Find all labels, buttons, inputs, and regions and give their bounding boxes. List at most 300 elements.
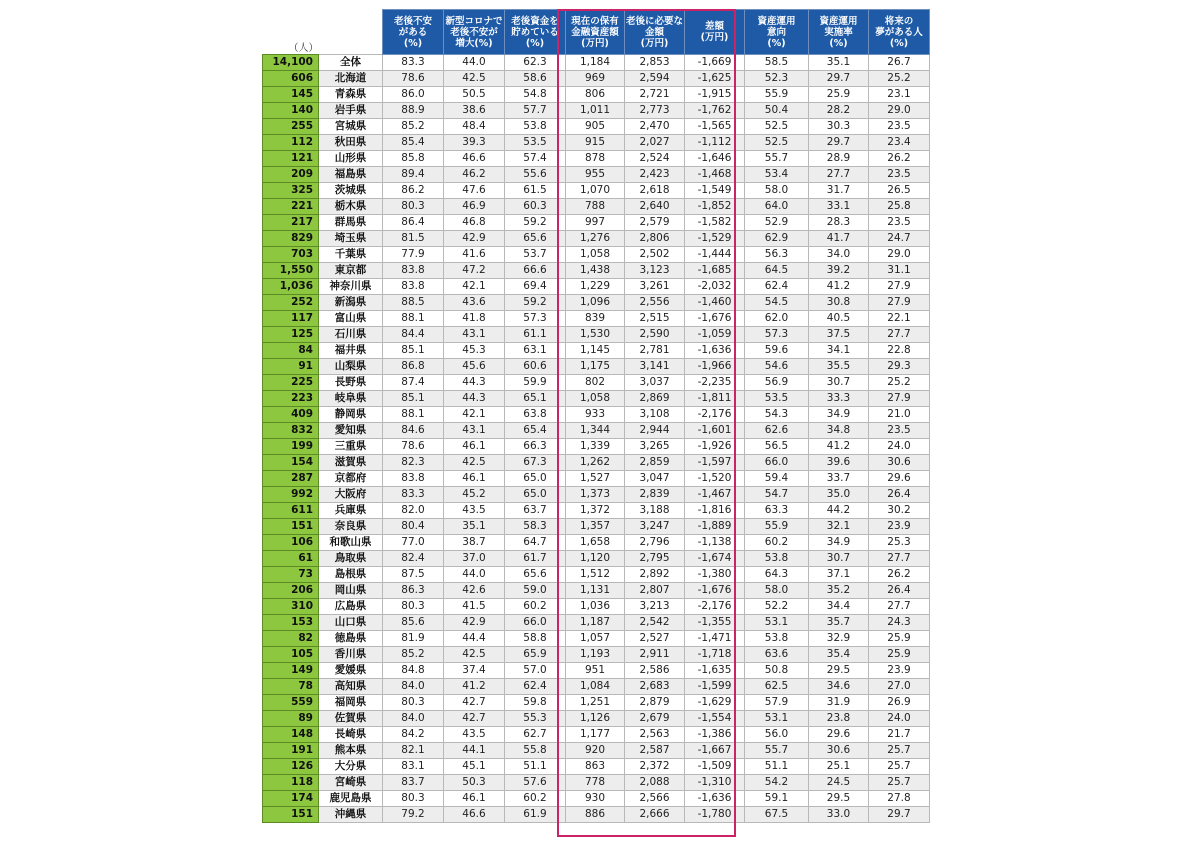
investment-intent-cell: 60.2 [745,535,809,551]
required-amount-cell: 2,679 [625,711,685,727]
difference-cell: -1,685 [685,263,745,279]
sample-size-cell: 287 [263,471,319,487]
covid-anxiety-cell: 42.7 [444,695,505,711]
prefecture-cell: 福島県 [319,167,383,183]
investment-intent-cell: 62.0 [745,311,809,327]
investment-intent-cell: 52.3 [745,71,809,87]
table-row [263,439,930,455]
current-assets-cell: 1,512 [566,567,625,583]
covid-anxiety-cell: 43.6 [444,295,505,311]
saving-cell: 65.0 [505,471,566,487]
sample-size-cell: 125 [263,327,319,343]
required-amount-cell: 2,586 [625,663,685,679]
investment-intent-cell: 55.7 [745,743,809,759]
sample-size-cell: 223 [263,391,319,407]
investment-intent-cell: 53.4 [745,167,809,183]
future-dream-cell: 30.2 [869,503,930,519]
difference-cell: -1,310 [685,775,745,791]
covid-anxiety-cell: 43.1 [444,327,505,343]
covid-anxiety-cell: 46.1 [444,439,505,455]
difference-cell: -1,059 [685,327,745,343]
anxiety-cell: 83.3 [383,55,444,71]
difference-cell: -2,176 [685,599,745,615]
table-row [263,615,930,631]
sample-size-cell: 151 [263,519,319,535]
future-dream-cell: 23.5 [869,215,930,231]
prefecture-cell: 長崎県 [319,727,383,743]
saving-cell: 51.1 [505,759,566,775]
saving-cell: 66.6 [505,263,566,279]
sample-size-cell: 191 [263,743,319,759]
investment-intent-cell: 50.4 [745,103,809,119]
required-amount-cell: 2,527 [625,631,685,647]
table-row [263,663,930,679]
investment-intent-cell: 52.5 [745,119,809,135]
required-amount-cell: 2,579 [625,215,685,231]
prefecture-cell: 福井県 [319,343,383,359]
required-amount-cell: 3,123 [625,263,685,279]
saving-cell: 61.1 [505,327,566,343]
required-amount-cell: 2,795 [625,551,685,567]
investment-rate-cell: 34.6 [809,679,869,695]
current-assets-cell: 1,658 [566,535,625,551]
sample-size-cell: 217 [263,215,319,231]
covid-anxiety-cell: 46.6 [444,151,505,167]
required-amount-cell: 2,470 [625,119,685,135]
saving-cell: 61.9 [505,807,566,823]
sample-size-cell: 209 [263,167,319,183]
sample-size-cell: 252 [263,295,319,311]
difference-cell: -1,762 [685,103,745,119]
investment-rate-cell: 29.5 [809,791,869,807]
investment-rate-cell: 28.3 [809,215,869,231]
current-assets-cell: 1,145 [566,343,625,359]
anxiety-cell: 83.3 [383,487,444,503]
investment-rate-cell: 30.7 [809,375,869,391]
investment-rate-cell: 30.8 [809,295,869,311]
covid-anxiety-cell: 42.7 [444,711,505,727]
future-dream-cell: 25.2 [869,71,930,87]
investment-rate-cell: 34.9 [809,407,869,423]
prefecture-cell: 愛媛県 [319,663,383,679]
covid-anxiety-cell: 44.0 [444,567,505,583]
required-amount-cell: 3,108 [625,407,685,423]
future-dream-cell: 23.4 [869,135,930,151]
investment-rate-cell: 31.9 [809,695,869,711]
investment-rate-cell: 33.7 [809,471,869,487]
current-assets-cell: 1,177 [566,727,625,743]
header-blank [319,10,383,55]
anxiety-cell: 82.0 [383,503,444,519]
investment-rate-cell: 35.7 [809,615,869,631]
header-saving: 老後資金を 貯めている (%) [505,10,566,55]
table-row [263,759,930,775]
future-dream-cell: 26.5 [869,183,930,199]
future-dream-cell: 24.0 [869,439,930,455]
covid-anxiety-cell: 42.1 [444,279,505,295]
required-amount-cell: 2,587 [625,743,685,759]
required-amount-cell: 2,683 [625,679,685,695]
investment-rate-cell: 41.2 [809,279,869,295]
covid-anxiety-cell: 43.5 [444,503,505,519]
table-row [263,407,930,423]
future-dream-cell: 24.0 [869,711,930,727]
current-assets-cell: 969 [566,71,625,87]
required-amount-cell: 2,640 [625,199,685,215]
investment-rate-cell: 28.2 [809,103,869,119]
anxiety-cell: 87.5 [383,567,444,583]
future-dream-cell: 26.4 [869,487,930,503]
required-amount-cell: 2,515 [625,311,685,327]
required-amount-cell: 2,542 [625,615,685,631]
future-dream-cell: 25.9 [869,631,930,647]
difference-cell: -1,926 [685,439,745,455]
future-dream-cell: 25.9 [869,647,930,663]
current-assets-cell: 1,527 [566,471,625,487]
sample-size-cell: 121 [263,151,319,167]
current-assets-cell: 878 [566,151,625,167]
saving-cell: 63.1 [505,343,566,359]
prefecture-cell: 全体 [319,55,383,71]
saving-cell: 63.7 [505,503,566,519]
anxiety-cell: 85.2 [383,119,444,135]
saving-cell: 65.1 [505,391,566,407]
difference-cell: -1,601 [685,423,745,439]
table-row [263,103,930,119]
investment-intent-cell: 54.5 [745,295,809,311]
current-assets-cell: 802 [566,375,625,391]
investment-rate-cell: 25.9 [809,87,869,103]
anxiety-cell: 88.5 [383,295,444,311]
table-row [263,55,930,71]
covid-anxiety-cell: 50.5 [444,87,505,103]
current-assets-cell: 1,120 [566,551,625,567]
sample-size-cell: 1,036 [263,279,319,295]
investment-rate-cell: 24.5 [809,775,869,791]
required-amount-cell: 2,859 [625,455,685,471]
required-amount-cell: 2,807 [625,583,685,599]
investment-rate-cell: 34.8 [809,423,869,439]
sample-size-cell: 199 [263,439,319,455]
saving-cell: 55.8 [505,743,566,759]
future-dream-cell: 27.7 [869,599,930,615]
saving-cell: 65.9 [505,647,566,663]
anxiety-cell: 83.8 [383,279,444,295]
investment-rate-cell: 33.3 [809,391,869,407]
sample-size-cell: 1,550 [263,263,319,279]
covid-anxiety-cell: 45.2 [444,487,505,503]
sample-size-cell: 91 [263,359,319,375]
anxiety-cell: 85.6 [383,615,444,631]
table-body [263,55,930,823]
table-row [263,327,930,343]
current-assets-cell: 1,184 [566,55,625,71]
investment-rate-cell: 30.7 [809,551,869,567]
table-row [263,647,930,663]
prefecture-cell: 宮城県 [319,119,383,135]
investment-intent-cell: 62.5 [745,679,809,695]
difference-cell: -1,355 [685,615,745,631]
sample-size-cell: 409 [263,407,319,423]
saving-cell: 65.6 [505,567,566,583]
future-dream-cell: 29.7 [869,807,930,823]
covid-anxiety-cell: 46.9 [444,199,505,215]
current-assets-cell: 839 [566,311,625,327]
table-row [263,423,930,439]
required-amount-cell: 3,141 [625,359,685,375]
current-assets-cell: 951 [566,663,625,679]
future-dream-cell: 27.9 [869,391,930,407]
prefecture-cell: 山口県 [319,615,383,631]
prefecture-cell: 茨城県 [319,183,383,199]
investment-intent-cell: 58.5 [745,55,809,71]
anxiety-cell: 83.7 [383,775,444,791]
difference-cell: -1,667 [685,743,745,759]
anxiety-cell: 80.3 [383,695,444,711]
investment-rate-cell: 27.7 [809,167,869,183]
covid-anxiety-cell: 42.5 [444,455,505,471]
table-row [263,119,930,135]
anxiety-cell: 84.8 [383,663,444,679]
prefecture-cell: 愛知県 [319,423,383,439]
table-row [263,695,930,711]
future-dream-cell: 25.3 [869,535,930,551]
investment-intent-cell: 56.9 [745,375,809,391]
prefecture-cell: 埼玉県 [319,231,383,247]
covid-anxiety-cell: 38.6 [444,103,505,119]
investment-rate-cell: 37.5 [809,327,869,343]
prefecture-cell: 京都府 [319,471,383,487]
current-assets-cell: 1,373 [566,487,625,503]
difference-cell: -1,380 [685,567,745,583]
difference-cell: -1,468 [685,167,745,183]
investment-rate-cell: 25.1 [809,759,869,775]
prefecture-cell: 千葉県 [319,247,383,263]
sample-size-cell: 154 [263,455,319,471]
prefecture-cell: 香川県 [319,647,383,663]
future-dream-cell: 26.2 [869,151,930,167]
saving-cell: 65.4 [505,423,566,439]
prefecture-cell: 静岡県 [319,407,383,423]
saving-cell: 62.7 [505,727,566,743]
covid-anxiety-cell: 42.5 [444,71,505,87]
saving-cell: 59.9 [505,375,566,391]
saving-cell: 55.3 [505,711,566,727]
investment-rate-cell: 31.7 [809,183,869,199]
table-row [263,151,930,167]
investment-rate-cell: 29.6 [809,727,869,743]
difference-cell: -1,635 [685,663,745,679]
sample-size-cell: 140 [263,103,319,119]
difference-cell: -1,112 [685,135,745,151]
current-assets-cell: 1,276 [566,231,625,247]
anxiety-cell: 82.3 [383,455,444,471]
anxiety-cell: 80.3 [383,791,444,807]
saving-cell: 60.2 [505,791,566,807]
anxiety-cell: 83.8 [383,471,444,487]
sample-size-cell: 606 [263,71,319,87]
difference-cell: -1,565 [685,119,745,135]
prefecture-cell: 三重県 [319,439,383,455]
investment-rate-cell: 41.2 [809,439,869,455]
investment-intent-cell: 59.1 [745,791,809,807]
prefecture-cell: 島根県 [319,567,383,583]
future-dream-cell: 27.0 [869,679,930,695]
required-amount-cell: 2,773 [625,103,685,119]
covid-anxiety-cell: 46.2 [444,167,505,183]
prefecture-cell: 岐阜県 [319,391,383,407]
required-amount-cell: 3,188 [625,503,685,519]
anxiety-cell: 88.1 [383,407,444,423]
anxiety-cell: 85.8 [383,151,444,167]
difference-cell: -1,460 [685,295,745,311]
saving-cell: 60.2 [505,599,566,615]
prefecture-cell: 鹿児島県 [319,791,383,807]
investment-intent-cell: 57.3 [745,327,809,343]
sample-size-cell: 84 [263,343,319,359]
anxiety-cell: 78.6 [383,439,444,455]
current-assets-cell: 1,175 [566,359,625,375]
sample-size-cell: 174 [263,791,319,807]
investment-rate-cell: 29.5 [809,663,869,679]
difference-cell: -1,889 [685,519,745,535]
anxiety-cell: 84.2 [383,727,444,743]
prefecture-cell: 東京都 [319,263,383,279]
covid-anxiety-cell: 48.4 [444,119,505,135]
difference-cell: -1,676 [685,311,745,327]
current-assets-cell: 1,131 [566,583,625,599]
investment-rate-cell: 29.7 [809,135,869,151]
investment-rate-cell: 33.0 [809,807,869,823]
prefecture-data-table-container [262,9,930,823]
difference-cell: -1,138 [685,535,745,551]
sample-size-cell: 832 [263,423,319,439]
saving-cell: 54.8 [505,87,566,103]
required-amount-cell: 2,869 [625,391,685,407]
table-row [263,71,930,87]
future-dream-cell: 22.8 [869,343,930,359]
required-amount-cell: 2,566 [625,791,685,807]
investment-intent-cell: 64.3 [745,567,809,583]
sample-size-cell: 126 [263,759,319,775]
investment-rate-cell: 34.9 [809,535,869,551]
table-row [263,567,930,583]
investment-intent-cell: 59.6 [745,343,809,359]
difference-cell: -1,852 [685,199,745,215]
sample-size-cell: 118 [263,775,319,791]
investment-rate-cell: 34.4 [809,599,869,615]
covid-anxiety-cell: 47.6 [444,183,505,199]
header-current-assets: 現在の保有 金融資産額 (万円) [566,10,625,55]
saving-cell: 61.7 [505,551,566,567]
future-dream-cell: 21.0 [869,407,930,423]
investment-rate-cell: 32.9 [809,631,869,647]
investment-intent-cell: 53.8 [745,631,809,647]
investment-intent-cell: 56.3 [745,247,809,263]
required-amount-cell: 3,047 [625,471,685,487]
saving-cell: 55.6 [505,167,566,183]
table-row [263,551,930,567]
difference-cell: -1,509 [685,759,745,775]
sample-size-cell: 14,100 [263,55,319,71]
header-difference: 差額 (万円) [685,10,745,55]
current-assets-cell: 905 [566,119,625,135]
covid-anxiety-cell: 42.5 [444,647,505,663]
saving-cell: 69.4 [505,279,566,295]
required-amount-cell: 2,892 [625,567,685,583]
covid-anxiety-cell: 37.0 [444,551,505,567]
current-assets-cell: 778 [566,775,625,791]
saving-cell: 53.7 [505,247,566,263]
anxiety-cell: 86.0 [383,87,444,103]
current-assets-cell: 997 [566,215,625,231]
required-amount-cell: 2,423 [625,167,685,183]
anxiety-cell: 85.1 [383,391,444,407]
required-amount-cell: 2,563 [625,727,685,743]
difference-cell: -1,915 [685,87,745,103]
prefecture-cell: 長野県 [319,375,383,391]
prefecture-cell: 宮崎県 [319,775,383,791]
covid-anxiety-cell: 42.9 [444,231,505,247]
future-dream-cell: 23.1 [869,87,930,103]
difference-cell: -1,718 [685,647,745,663]
future-dream-cell: 26.9 [869,695,930,711]
anxiety-cell: 78.6 [383,71,444,87]
covid-anxiety-cell: 46.1 [444,471,505,487]
covid-anxiety-cell: 50.3 [444,775,505,791]
current-assets-cell: 1,229 [566,279,625,295]
future-dream-cell: 29.6 [869,471,930,487]
future-dream-cell: 23.9 [869,519,930,535]
prefecture-cell: 福岡県 [319,695,383,711]
investment-intent-cell: 54.3 [745,407,809,423]
future-dream-cell: 23.5 [869,119,930,135]
covid-anxiety-cell: 42.1 [444,407,505,423]
unit-label: （人） [263,10,319,55]
sample-size-cell: 703 [263,247,319,263]
sample-size-cell: 82 [263,631,319,647]
difference-cell: -1,636 [685,791,745,807]
current-assets-cell: 955 [566,167,625,183]
prefecture-cell: 沖縄県 [319,807,383,823]
saving-cell: 53.8 [505,119,566,135]
sample-size-cell: 153 [263,615,319,631]
future-dream-cell: 25.8 [869,199,930,215]
current-assets-cell: 1,344 [566,423,625,439]
investment-intent-cell: 67.5 [745,807,809,823]
investment-rate-cell: 40.5 [809,311,869,327]
table-row [263,311,930,327]
current-assets-cell: 1,357 [566,519,625,535]
future-dream-cell: 27.8 [869,791,930,807]
prefecture-cell: 青森県 [319,87,383,103]
covid-anxiety-cell: 43.5 [444,727,505,743]
table-row [263,727,930,743]
covid-anxiety-cell: 38.7 [444,535,505,551]
anxiety-cell: 85.1 [383,343,444,359]
current-assets-cell: 806 [566,87,625,103]
difference-cell: -1,599 [685,679,745,695]
anxiety-cell: 83.1 [383,759,444,775]
anxiety-cell: 84.6 [383,423,444,439]
future-dream-cell: 21.7 [869,727,930,743]
sample-size-cell: 225 [263,375,319,391]
investment-rate-cell: 37.1 [809,567,869,583]
covid-anxiety-cell: 35.1 [444,519,505,535]
required-amount-cell: 2,781 [625,343,685,359]
sample-size-cell: 255 [263,119,319,135]
required-amount-cell: 2,911 [625,647,685,663]
